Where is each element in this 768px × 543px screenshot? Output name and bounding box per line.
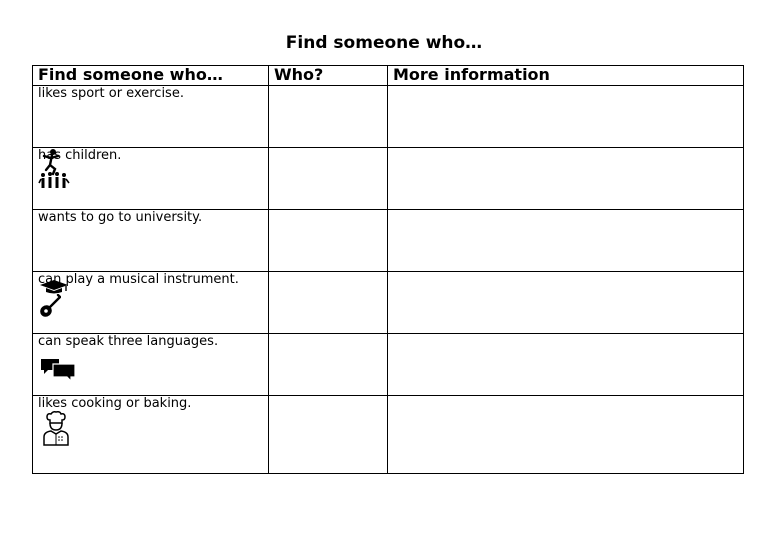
prompt-text: likes cooking or baking.	[38, 396, 192, 411]
who-cell[interactable]	[269, 334, 388, 396]
more-info-cell[interactable]	[388, 272, 744, 334]
who-cell[interactable]	[269, 148, 388, 210]
guitar-icon	[39, 294, 61, 318]
table-row	[33, 334, 744, 396]
prompt-text: can play a musical instrument.	[38, 272, 239, 287]
prompt-cell	[33, 272, 269, 334]
header-who: Who?	[269, 66, 388, 86]
table-row	[33, 272, 744, 334]
header-more-info: More information	[388, 66, 744, 86]
table-row	[33, 148, 744, 210]
more-info-cell[interactable]	[388, 396, 744, 474]
prompt-cell	[33, 86, 269, 148]
table-row	[33, 210, 744, 272]
find-someone-table	[32, 65, 744, 474]
prompt-text: wants to go to university.	[38, 210, 203, 225]
speech-bubbles-icon	[40, 358, 76, 382]
who-cell[interactable]	[269, 396, 388, 474]
more-info-cell[interactable]	[388, 334, 744, 396]
more-info-cell[interactable]	[388, 86, 744, 148]
prompt-text: likes sport or exercise.	[38, 86, 184, 101]
prompt-text: has children.	[38, 148, 122, 163]
table-row	[33, 86, 744, 148]
who-cell[interactable]	[269, 210, 388, 272]
more-info-cell[interactable]	[388, 210, 744, 272]
chef-icon	[42, 411, 70, 446]
more-info-cell[interactable]	[388, 148, 744, 210]
worksheet-title: Find someone who…	[285, 33, 483, 53]
prompt-text: can speak three languages.	[38, 334, 219, 349]
prompt-cell	[33, 148, 269, 210]
who-cell[interactable]	[269, 86, 388, 148]
table-header-row	[33, 66, 744, 86]
prompt-cell	[33, 334, 269, 396]
prompt-cell	[33, 396, 269, 474]
who-cell[interactable]	[269, 272, 388, 334]
prompt-cell	[33, 210, 269, 272]
header-find-someone: Find someone who…	[33, 66, 269, 86]
table-row	[33, 396, 744, 474]
